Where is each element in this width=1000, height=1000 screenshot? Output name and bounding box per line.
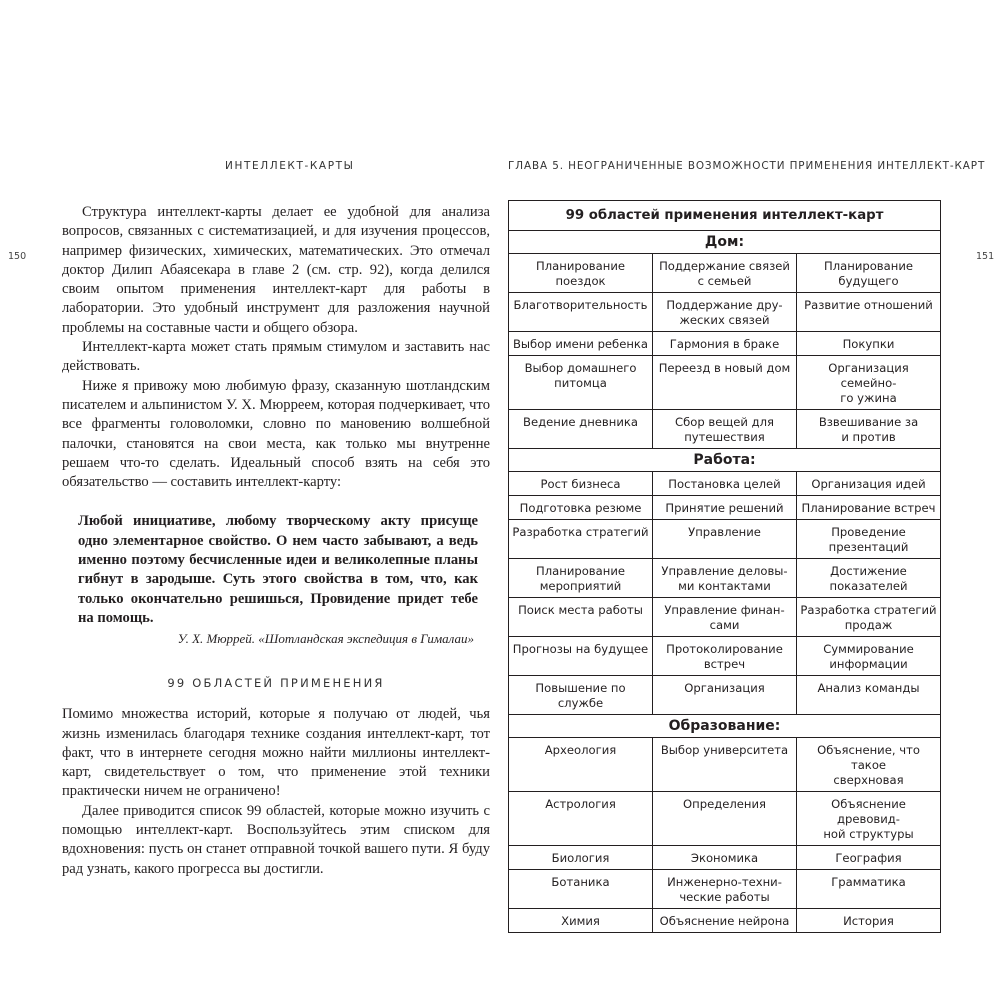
table-cell: Подготовка резюме	[509, 496, 653, 519]
table-row	[509, 738, 940, 792]
table-row	[509, 254, 940, 293]
table-row	[509, 293, 940, 332]
table-cell: Рост бизнеса	[509, 472, 653, 495]
table-cell: Объяснение нейрона	[653, 909, 797, 932]
table-row	[509, 332, 940, 356]
table-cell: Выбор домашнего питомца	[509, 356, 653, 409]
paragraph: Далее приводится список 99 областей, которые можно изучить с помощью интеллект-карт. Воспользуйтесь этим списком для вдохновения: пусть он станет отправной точкой вашего пути. Я буду рад узнать, какого прогресса вы достигли.	[62, 802, 490, 877]
table-cell: Управление	[653, 520, 797, 558]
table-cell: Анализ команды	[817, 681, 920, 695]
table-cell: Грамматика	[831, 875, 906, 889]
table-row	[509, 637, 940, 676]
table-cell: Повышение по службе	[509, 676, 653, 714]
table-cell: География	[835, 851, 902, 865]
table-cell: Инженерно-техни- ческие работы	[653, 870, 797, 908]
table-cell: Планирование мероприятий	[509, 559, 653, 597]
table-cell: Поддержание дру- жеских связей	[653, 293, 797, 331]
paragraph: Помимо множества историй, которые я получаю от людей, чья жизнь изменилась благодаря технике создания интеллект-карт, тот факт, что в интернете сегодня можно найти миллионы интеллект-карт, свидетельствует о том, что применение этой техники практически ничем не ограничено!	[62, 706, 490, 800]
table-row	[509, 870, 940, 909]
table-cell: Взвешивание за и против	[818, 415, 919, 444]
page-number-right: 151	[976, 251, 995, 262]
table-cell: Определения	[653, 792, 797, 845]
table-row	[509, 909, 940, 932]
running-head-right: ГЛАВА 5. НЕОГРАНИЧЕННЫЕ ВОЗМОЖНОСТИ ПРИМЕНЕНИЯ ИНТЕЛЛЕКТ-КАРТ	[508, 160, 986, 172]
table-title: 99 областей применения интеллект-карт	[509, 201, 940, 231]
quote-attribution: У. Х. Мюррей. «Шотландская экспедиция в Гималаи»	[177, 631, 474, 647]
table-cell: Благотворительность	[509, 293, 653, 331]
table-row	[509, 410, 940, 449]
table-cell: Принятие решений	[653, 496, 797, 519]
paragraph: Интеллект-карта может стать прямым стимулом и заставить нас действовать.	[62, 339, 490, 375]
applications-table	[508, 200, 941, 933]
table-cell: Проведение презентаций	[828, 525, 909, 554]
table-cell: Биология	[509, 846, 653, 869]
table-cell: Планирование поездок	[509, 254, 653, 292]
table-row	[509, 598, 940, 637]
section-heading: 99 ОБЛАСТЕЙ ПРИМЕНЕНИЯ	[167, 676, 385, 691]
table-cell: Астрология	[509, 792, 653, 845]
table-cell: Объяснение, что такое сверхновая	[817, 743, 920, 787]
table-section-heading: Образование:	[509, 715, 940, 738]
table-row	[509, 496, 940, 520]
table-row	[509, 846, 940, 870]
table-cell: Управление деловы- ми контактами	[653, 559, 797, 597]
table-row	[509, 356, 940, 410]
table-row	[509, 472, 940, 496]
table-cell: Ведение дневника	[509, 410, 653, 448]
table-cell: Разработка стратегий	[509, 520, 653, 558]
table-cell: Планирование встреч	[801, 501, 936, 515]
table-cell: Сбор вещей для путешествия	[653, 410, 797, 448]
table-cell: Планирование будущего	[824, 259, 913, 288]
table-cell: Археология	[509, 738, 653, 791]
table-cell: Объяснение древовид- ной структуры	[823, 797, 914, 841]
table-row	[509, 559, 940, 598]
paragraph: Структура интеллект-карты делает ее удобной для анализа вопросов, связанных с систематизацией, и для изучения процессов, например физических, химических, математических. Это отмечал доктор Дилип Абаясекара в главе 2 (см. стр. 92), когда делился своим опытом применения интеллект-карт для работы в лаборатории. Это удобный инструмент для разложения научной проблемы на составные части и общего обзора.	[62, 204, 490, 336]
table-cell: Суммирование информации	[823, 642, 914, 671]
table-cell: Организация идей	[811, 477, 926, 491]
table-cell: История	[843, 914, 894, 928]
table-section-heading: Работа:	[509, 449, 940, 472]
running-head-left: ИНТЕЛЛЕКТ-КАРТЫ	[225, 160, 355, 172]
table-cell: Выбор университета	[653, 738, 797, 791]
table-cell: Протоколирование встреч	[653, 637, 797, 675]
table-cell: Организация	[653, 676, 797, 714]
page-number-left: 150	[8, 251, 27, 262]
table-cell: Прогнозы на будущее	[509, 637, 653, 675]
table-cell: Гармония в браке	[653, 332, 797, 355]
epigraph-quote	[78, 512, 478, 647]
left-page-body	[62, 203, 490, 879]
table-row	[509, 520, 940, 559]
table-cell: Достижение показателей	[829, 564, 908, 593]
table-cell: Поддержание связей с семьей	[653, 254, 797, 292]
paragraph: Ниже я привожу мою любимую фразу, сказанную шотландским писателем и альпинистом У. Х. Мюрреем, которая подчеркивает, что все фрагменты головоломки, словно по мановению волшебной палочки, становятся на свои места, как только мы внутренне решаем что-то сделать. Идеальный способ взять на себя это обязательство — составить интеллект-карту:	[62, 377, 490, 491]
table-section-heading: Дом:	[509, 231, 940, 254]
table-row	[509, 792, 940, 846]
table-cell: Покупки	[842, 337, 895, 351]
table-cell: Экономика	[653, 846, 797, 869]
table-cell: Управление финан- сами	[653, 598, 797, 636]
table-cell: Организация семейно- го ужина	[828, 361, 909, 405]
quote-text: Любой инициативе, любому творческому акту присуще одно элементарное свойство. О нем часто забывают, а ведь именно поэтому бесчисленные идеи и великолепные планы гибнут в зародыше. Суть этого свойства в том, что, как только окончательно решишься, Провидение придет тебе на помощь.	[78, 513, 478, 626]
table-cell: Ботаника	[509, 870, 653, 908]
table-cell: Химия	[509, 909, 653, 932]
table-cell: Развитие отношений	[804, 298, 933, 312]
table-cell: Выбор имени ребенка	[509, 332, 653, 355]
table-cell: Разработка стратегий продаж	[800, 603, 937, 632]
table-cell: Поиск места работы	[509, 598, 653, 636]
table-cell: Переезд в новый дом	[653, 356, 797, 409]
table-cell: Постановка целей	[653, 472, 797, 495]
table-row	[509, 676, 940, 715]
